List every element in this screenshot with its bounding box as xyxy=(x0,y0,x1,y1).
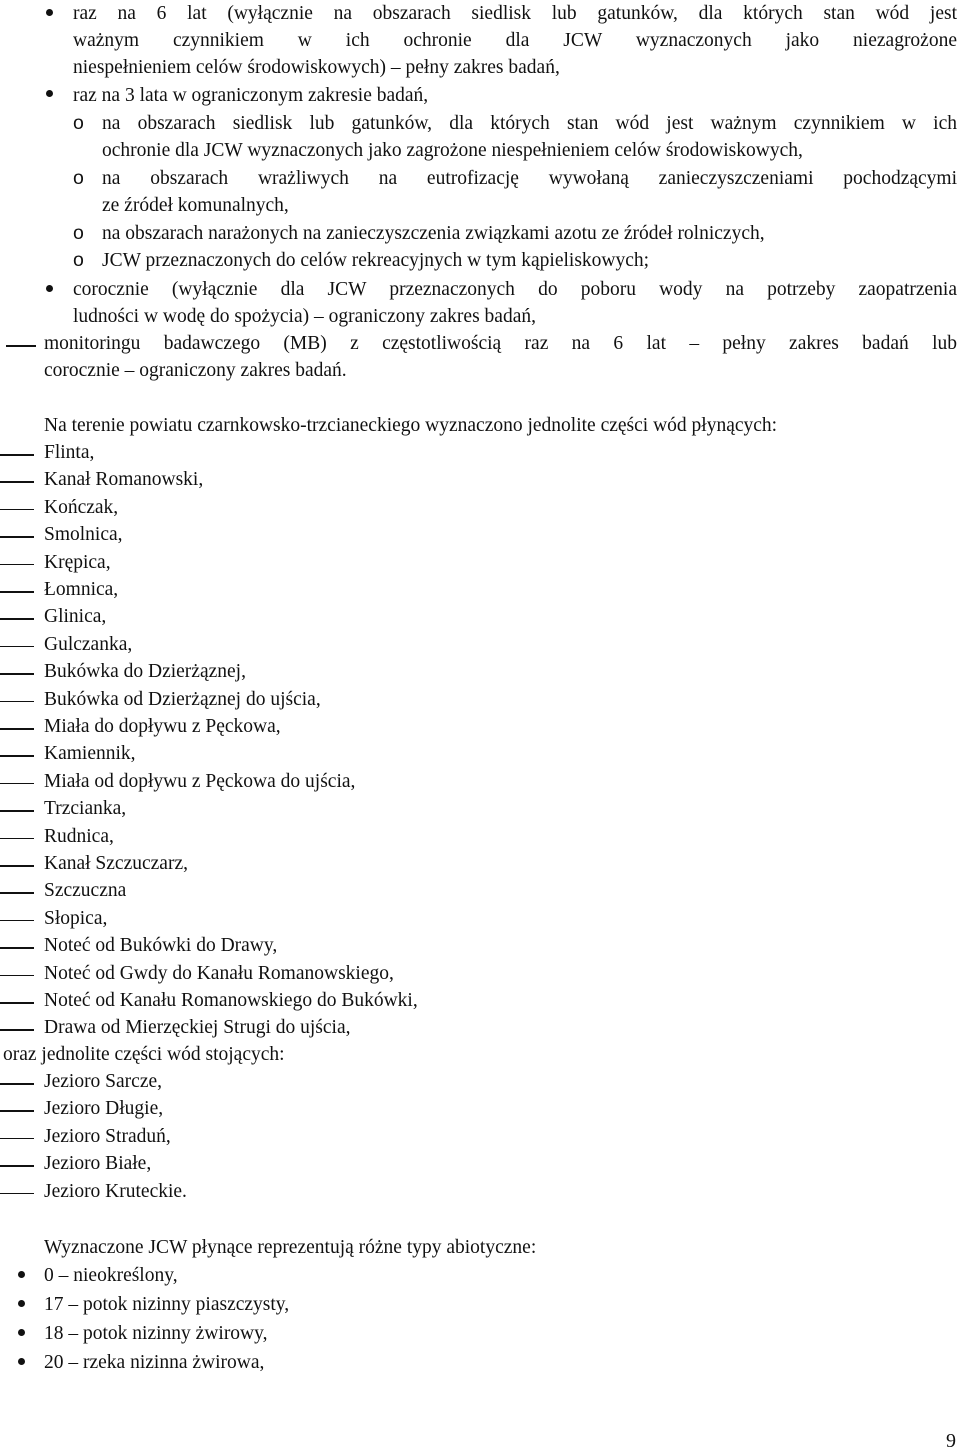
list-item: 18 – potok nizinny żwirowy, xyxy=(44,1323,268,1344)
list-item: Szczuczna xyxy=(44,880,127,902)
list-item: Kończak, xyxy=(44,496,119,518)
list-item: Słopica, xyxy=(44,907,108,929)
list-item-line: ważnym czynnikiem w ich ochronie dla JCW wyznaczonych jako niezagrożone xyxy=(73,30,957,51)
dash-marker xyxy=(0,783,34,785)
list-item: Gulczanka, xyxy=(44,633,133,655)
list-item: 17 – potok nizinny piaszczysty, xyxy=(44,1294,290,1315)
bullet-marker xyxy=(46,90,53,97)
mb-item-line: corocznie – ograniczony zakres badań. xyxy=(44,360,347,381)
dash-marker xyxy=(0,892,34,894)
list-item: Jezioro Białe, xyxy=(44,1153,152,1175)
sub-item-line: ze źródeł komunalnych, xyxy=(102,195,289,216)
page-number: 9 xyxy=(946,1430,956,1452)
sub-bullet-marker: o xyxy=(73,249,84,271)
list-item: Kanał Szczuczarz, xyxy=(44,853,188,874)
dash-marker xyxy=(0,564,34,566)
bullet-marker xyxy=(18,1271,25,1278)
dash-marker xyxy=(0,1110,34,1112)
list-item: 0 – nieokreślony, xyxy=(44,1265,178,1286)
list-item: Drawa od Mierzęckiej Strugi do ujścia, xyxy=(44,1017,351,1039)
dash-marker xyxy=(0,454,34,456)
list-item: Jezioro Straduń, xyxy=(44,1125,171,1147)
sub-item-line: na obszarach siedlisk lub gatunków, dla których stan wód jest ważnym czynnikiem w ich xyxy=(102,113,957,134)
dash-marker xyxy=(0,975,34,977)
dash-marker xyxy=(0,673,34,675)
sub-bullet-marker: o xyxy=(73,222,84,244)
standing-waters-intro: oraz jednolite części wód stojących: xyxy=(3,1044,285,1065)
dash-marker xyxy=(0,509,34,511)
sub-item-line: na obszarach wrażliwych na eutrofizację wywołaną zanieczyszczeniami pochodzącymi xyxy=(102,168,957,189)
dash-marker xyxy=(0,1138,34,1140)
dash-marker xyxy=(0,947,34,949)
list-item: Krępica, xyxy=(44,551,111,573)
abiotic-types-intro: Wyznaczone JCW płynące reprezentują różne typy abiotyczne: xyxy=(44,1237,537,1258)
list-item: Smolnica, xyxy=(44,524,123,546)
bullet-marker xyxy=(18,1329,25,1336)
list-item: Noteć od Bukówki do Drawy, xyxy=(44,935,278,957)
mb-item-line: monitoringu badawczego (MB) z częstotliwością raz na 6 lat – pełny zakres badań lub xyxy=(44,333,957,354)
list-item: Jezioro Sarcze, xyxy=(44,1071,163,1092)
dash-marker xyxy=(0,755,34,757)
sub-item-line: JCW przeznaczonych do celów rekreacyjnych w tym kąpieliskowych; xyxy=(102,250,650,271)
list-item: Bukówka od Dzierżąznej do ujścia, xyxy=(44,688,321,710)
list-item: Miała od dopływu z Pęckowa do ujścia, xyxy=(44,770,356,792)
flowing-waters-intro: Na terenie powiatu czarnkowsko-trzcianeckiego wyznaczono jednolite części wód płynących: xyxy=(44,415,778,436)
sub-item-line: ochronie dla JCW wyznaczonych jako zagrożone niespełnieniem celów środowiskowych, xyxy=(102,140,803,161)
dash-marker xyxy=(0,920,34,922)
list-item-line: raz na 3 lata w ograniczonym zakresie badań, xyxy=(73,85,429,106)
dash-marker xyxy=(0,810,34,812)
list-item: Miała do dopływu z Pęckowa, xyxy=(44,716,281,737)
dash-marker xyxy=(0,1165,34,1167)
list-item: Kamiennik, xyxy=(44,743,136,765)
sub-bullet-marker: o xyxy=(73,167,84,189)
dash-marker xyxy=(0,1002,34,1004)
dash-marker xyxy=(6,345,36,347)
dash-marker xyxy=(0,1083,34,1085)
list-item: Kanał Romanowski, xyxy=(44,469,204,491)
bullet-marker xyxy=(46,9,53,16)
list-item-line: corocznie (wyłącznie dla JCW przeznaczonych do poboru wody na potrzeby zaopatrzenia xyxy=(73,279,957,300)
sub-bullet-marker: o xyxy=(73,112,84,134)
dash-marker xyxy=(0,1193,34,1195)
dash-marker xyxy=(0,536,34,538)
dash-marker xyxy=(0,618,34,620)
dash-marker xyxy=(0,481,34,483)
list-item: Glinica, xyxy=(44,606,107,628)
dash-marker xyxy=(0,591,34,593)
sub-item-line: na obszarach narażonych na zanieczyszczenia związkami azotu ze źródeł rolniczych, xyxy=(102,223,765,244)
dash-marker xyxy=(0,865,34,867)
list-item-line: niespełnieniem celów środowiskowych) – pełny zakres badań, xyxy=(73,57,560,78)
list-item: Trzcianka, xyxy=(44,798,127,820)
dash-marker xyxy=(0,838,34,840)
list-item: Rudnica, xyxy=(44,825,114,847)
bullet-marker xyxy=(46,285,53,292)
list-item: Łomnica, xyxy=(44,579,119,600)
list-item: Noteć od Kanału Romanowskiego do Bukówki, xyxy=(44,990,418,1011)
bullet-marker xyxy=(18,1300,25,1307)
list-item: Flinta, xyxy=(44,442,95,463)
list-item-line: raz na 6 lat (wyłącznie na obszarach siedlisk lub gatunków, dla których stan wód jest xyxy=(73,3,957,24)
list-item: Jezioro Kruteckie. xyxy=(44,1180,187,1202)
list-item: Noteć od Gwdy do Kanału Romanowskiego, xyxy=(44,962,394,984)
list-item: Bukówka do Dzierżąznej, xyxy=(44,661,246,683)
dash-marker xyxy=(0,646,34,648)
list-item: Jezioro Długie, xyxy=(44,1098,164,1120)
dash-marker xyxy=(0,701,34,703)
dash-marker xyxy=(0,1029,34,1031)
list-item: 20 – rzeka nizinna żwirowa, xyxy=(44,1352,265,1373)
dash-marker xyxy=(0,728,34,730)
list-item-line: ludności w wodę do spożycia) – ograniczony zakres badań, xyxy=(73,306,536,327)
bullet-marker xyxy=(18,1358,25,1365)
